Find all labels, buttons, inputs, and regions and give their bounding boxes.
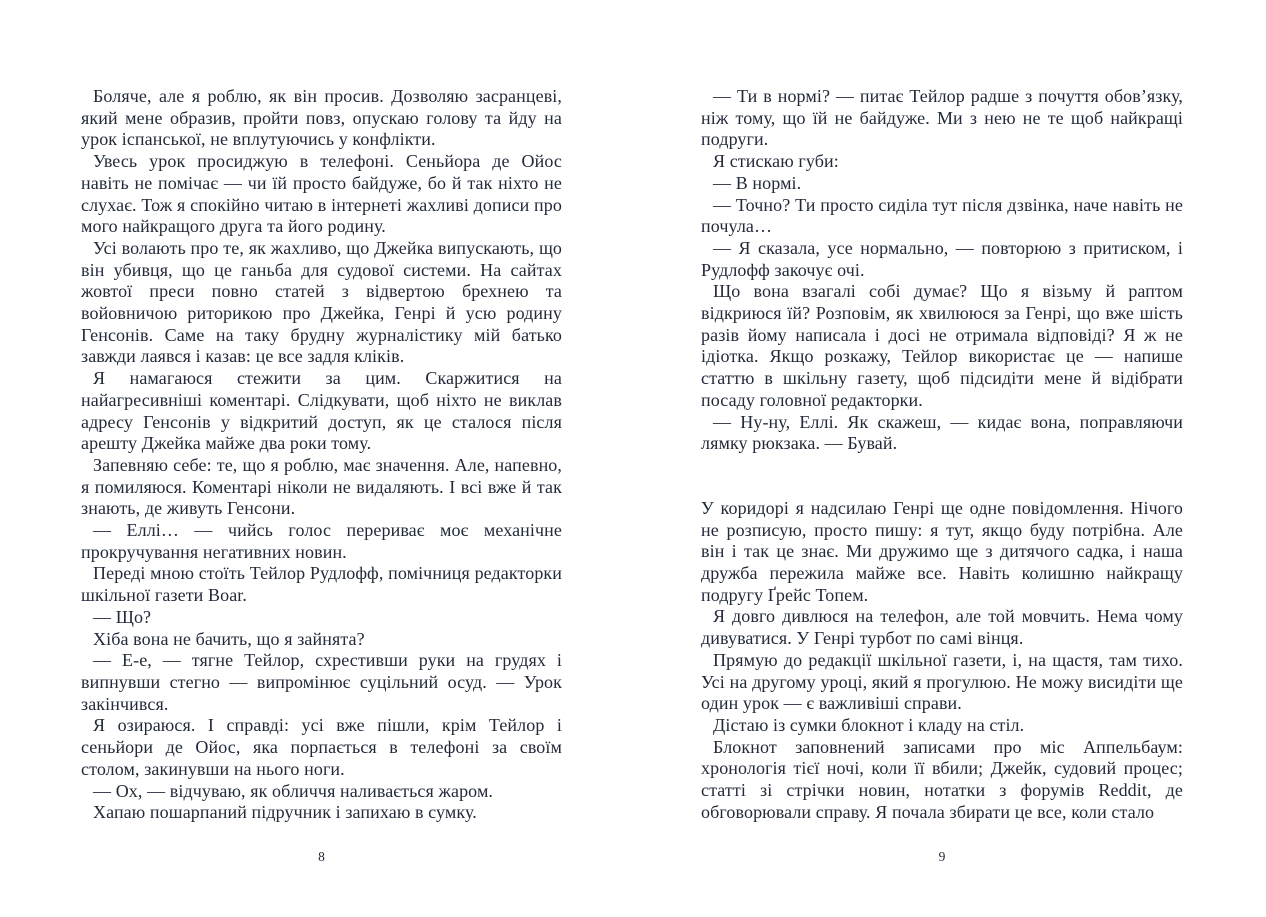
- paragraph: Я намагаюся стежити за цим. Скаржитися на найагресивніші коментарі. Слідкувати, щоб ніхто не виклав адресу Генсонів у відкритий доступ, як це сталося після арешту Джейка майже два роки тому.: [81, 368, 562, 454]
- paragraph: Прямую до редакції шкільної газети, і, на щастя, там тихо. Усі на другому уроці, який я прогулюю. Не можу висидіти ще один урок — є важливіші справи.: [701, 649, 1183, 714]
- paragraph: Дістаю із сумки блокнот і кладу на стіл.: [713, 714, 1025, 735]
- paragraph: — Я сказала, усе нормально, — повторюю з притиском, і Рудлофф закочує очі.: [701, 237, 1183, 280]
- paragraph: — Ну-ну, Еллі. Як скажеш, — кидає вона, поправляючи лямку рюкзака. — Бувай.: [701, 411, 1183, 454]
- paragraph: Я озираюся. І справді: усі вже пішли, крім Тейлор і сеньйори де Ойос, яка порпається в телефоні за своїм столом, закинувши на нього ноги.: [81, 715, 562, 779]
- paragraph: — Еллі… — чийсь голос перериває моє механічне прокручування негативних новин.: [81, 520, 562, 562]
- paragraph: Блокнот заповнений записами про міс Аппельбаум: хронологія тієї ночі, коли її вбили; Джейк, судовий процес; статті зі стрічки новин, нотатки з форумів Reddit, де обговорювали справу. Я почала збирати це все, коли стало: [701, 736, 1183, 822]
- paragraph: Що вона взагалі собі думає? Що я візьму й раптом відкриюся їй? Розповім, як хвилююся за Генрі, що вже шість разів йому написала і досі не отримала відповіді? Я ж не ідіотка. Якщо розкажу, Тейлор використає це — напише статтю в шкільну газету, щоб підсидіти мене й відібрати посаду головної редакторки.: [701, 281, 1183, 410]
- paragraph: — Що?: [93, 606, 152, 627]
- paragraph: — В нормі.: [713, 172, 802, 193]
- paragraph: Запевняю себе: те, що я роблю, має значення. Але, напевно, я помиляюся. Коментарі ніколи не видаляють. І всі вже й так знають, де живуть Генсони.: [81, 454, 562, 519]
- paragraph: — Точно? Ти просто сиділа тут після дзвінка, наче навіть не почула…: [701, 194, 1183, 237]
- paragraph: Я стискаю губи:: [713, 151, 839, 172]
- page-number-right: 9: [938, 849, 946, 864]
- paragraph: — Ти в нормі? — питає Тейлор радше з почуття обов’язку, ніж тому, що їй не байдуже. Ми з нею не те щоб найкращі подруги.: [701, 86, 1183, 150]
- paragraph: Боляче, але я роблю, як він просив. Дозволяю засранцеві, який мене образив, пройти повз, опускаю голову та йду на урок іспанської, не вплутуючись у конфлікти.: [81, 86, 562, 150]
- text-section: [701, 86, 1183, 455]
- paragraph: Хапаю пошарпаний підручник і запихаю в сумку.: [93, 802, 477, 823]
- page-left-text: [81, 86, 562, 824]
- paragraph: Хіба вона не бачить, що я зайнята?: [93, 628, 365, 649]
- paragraph: Усі волають про те, як жахливо, що Джейка випускають, що він убивця, що це ганьба для судової системи. На сайтах жовтої преси повно статей з відвертою брехнею та войовничою риторикою про Джейка, Генрі й усю родину Генсонів. Саме на таку брудну журналістику мій батько завжди лаявся і казав: це все задля кліків.: [81, 237, 562, 367]
- paragraph: Переді мною стоїть Тейлор Рудлофф, помічниця редакторки шкільної газети Boar.: [81, 563, 562, 606]
- paragraph: Я довго дивлюся на телефон, але той мовчить. Нема чому дивуватися. У Генрі турбот по самі вінця.: [701, 606, 1183, 649]
- paragraph: — Ох, — відчуваю, як обличчя наливається жаром.: [93, 780, 494, 801]
- page-left: [81, 86, 562, 824]
- page-right: [701, 86, 1183, 824]
- text-section: [701, 498, 1183, 824]
- paragraph: — Е-е, — тягне Тейлор, схрестивши руки на грудях і випнувши стегно — випромінює суцільний осуд. — Урок закінчився.: [81, 650, 562, 714]
- page-right-text: [701, 86, 1183, 824]
- paragraph: У коридорі я надсилаю Генрі ще одне повідомлення. Нічого не розписую, просто пишу: я тут, якщо буду потрібна. Але він і так це знає. Ми дружимо ще з дитячого садка, і наша дружба пережила майже все. Навіть колишню найкращу подругу Ґрейс Топем.: [701, 497, 1183, 605]
- text-section: [81, 86, 562, 824]
- page-number-left: 8: [318, 849, 325, 864]
- paragraph: Увесь урок просиджую в телефоні. Сеньйора де Ойос навіть не помічає — чи їй просто байдуже, бо й так ніхто не слухає. Тож я спокійно читаю в інтернеті жахливі дописи про мого найкращого друга та його родину.: [81, 151, 562, 237]
